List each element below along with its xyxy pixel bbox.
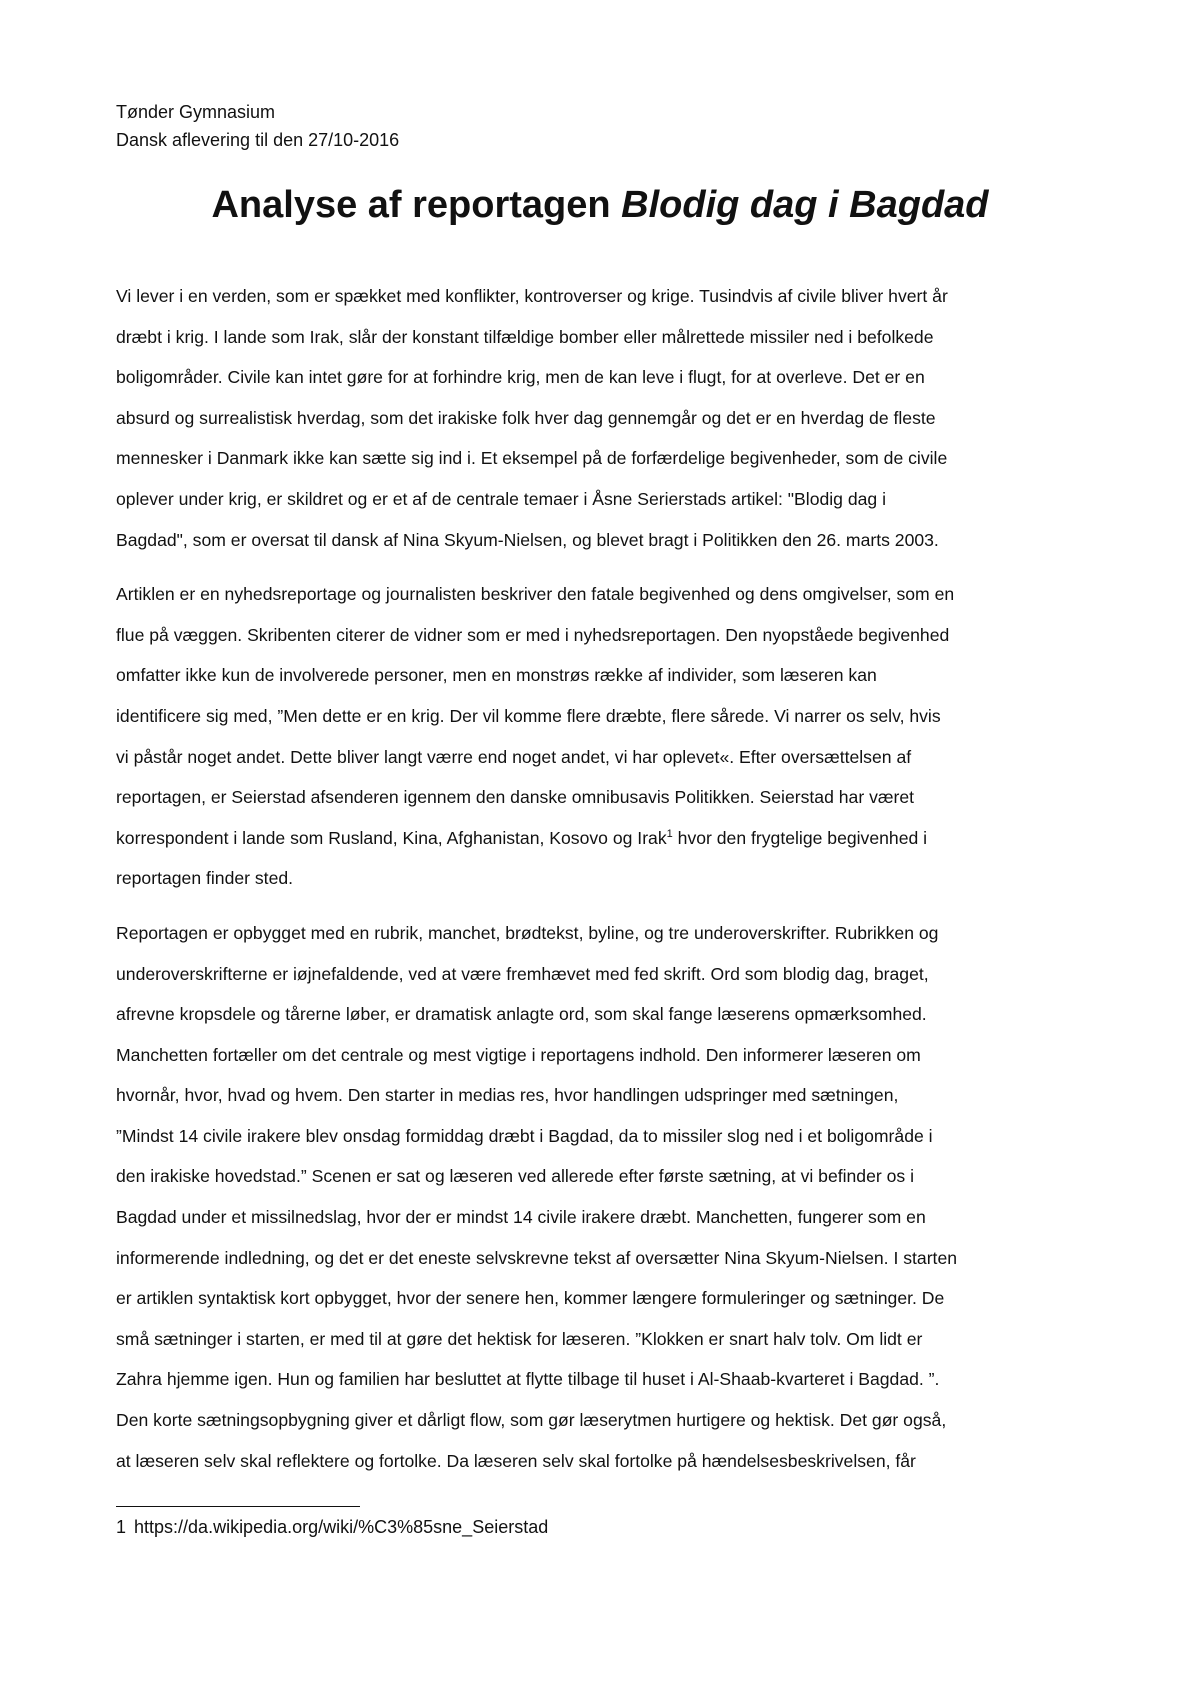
- text-line: afrevne kropsdele og tårerne løber, er dramatisk anlagte ord, som skal fange læserens opmærksomhed.: [116, 1004, 927, 1025]
- text-line: Vi lever i en verden, som er spækket med konflikter, kontroverser og krige. Tusindvis af civile bliver hvert år: [116, 286, 948, 306]
- text-line: små sætninger i starten, er med til at gøre det hektisk for læseren. ”Klokken er snart halv tolv. Om lidt er: [116, 1328, 923, 1349]
- text-line: underoverskrifterne er iøjnefaldende, ved at være fremhævet med fed skrift. Ord som blodig dag, braget,: [116, 963, 929, 984]
- paragraph-2: [116, 574, 1100, 899]
- school-name: Tønder Gymnasium: [116, 102, 276, 122]
- footnote-number: 1: [116, 1517, 127, 1537]
- text-line: identificere sig med, ”Men dette er en krig. Der vil komme flere dræbte, flere sårede. Vi narrer os selv, hvis: [116, 705, 941, 726]
- text-line: Artiklen er en nyhedsreportage og journalisten beskriver den fatale begivenhed og dens omgivelser, som en: [116, 584, 955, 605]
- text-line: dræbt i krig. I lande som Irak, slår der konstant tilfældige bomber eller målrettede missiler ned i befolkede: [116, 326, 934, 347]
- text-line: Manchetten fortæller om det centrale og mest vigtige i reportagens indhold. Den informerer læseren om: [116, 1044, 921, 1065]
- title-plain: Analyse af reportagen: [211, 184, 622, 226]
- text-line: mennesker i Danmark ikke kan sætte sig ind i. Et eksempel på de forfærdelige begivenheder, som de civile: [116, 448, 948, 469]
- text-line: omfatter ikke kun de involverede personer, men en monstrøs række af individer, som læseren kan: [116, 665, 877, 686]
- text-line: at læseren selv skal reflektere og fortolke. Da læseren selv skal fortolke på hændelsesbeskrivelsen, får: [116, 1450, 916, 1471]
- text-line: den irakiske hovedstad.” Scenen er sat og læseren ved allerede efter første sætning, at vi befinder os i: [116, 1166, 915, 1187]
- footnote-separator: [116, 1506, 360, 1507]
- paragraph-1: [116, 276, 1100, 560]
- text-line: flue på væggen. Skribenten citerer de vidner som er med i nyhedsreportagen. Den nyopståede begivenhed: [116, 624, 950, 645]
- text-line: reportagen, er Seierstad afsenderen igennem den danske omnibusavis Politikken. Seierstad har været: [116, 787, 915, 808]
- title-italic: Blodig dag i Bagdad: [621, 184, 989, 226]
- text-line: boligområder. Civile kan intet gøre for at forhindre krig, men de kan leve i flugt, for at overleve. Det er en: [116, 367, 925, 388]
- body-text: [116, 276, 1100, 1481]
- text-line: Reportagen er opbygget med en rubrik, manchet, brødtekst, byline, og tre underoverskrifter. Rubrikken og: [116, 922, 939, 943]
- text-segment: korrespondent i lande som Rusland, Kina, Afghanistan, Kosovo og Irak: [116, 827, 667, 848]
- text-line: reportagen finder sted.: [116, 868, 294, 889]
- text-line: er artiklen syntaktisk kort opbygget, hvor der senere hen, kommer længere formuleringer og sætninger. De: [116, 1288, 945, 1309]
- text-line: Bagdad under et missilnedslag, hvor der er mindst 14 civile irakere dræbt. Manchetten, fungerer som en: [116, 1207, 926, 1228]
- text-line: Zahra hjemme igen. Hun og familien har besluttet at flytte tilbage til huset i Al-Shaab-kvarteret i Bagdad. ”.: [116, 1369, 940, 1390]
- text-line: vi påstår noget andet. Dette bliver langt værre end noget andet, vi har oplevet«. Efter oversættelsen af: [116, 746, 912, 767]
- text-line: Den korte sætningsopbygning giver et dårligt flow, som gør læserytmen hurtigere og hektisk. Det gør også,: [116, 1410, 947, 1431]
- page-title: [0, 180, 1200, 230]
- text-line: absurd og surrealistisk hverdag, som det irakiske folk hver dag gennemgår og det er en hverdag de fleste: [116, 407, 936, 428]
- text-line: ”Mindst 14 civile irakere blev onsdag formiddag dræbt i Bagdad, da to missiler slog ned i et boligområde i: [116, 1125, 933, 1146]
- text-line: Bagdad", som er oversat til dansk af Nina Skyum-Nielsen, og blevet bragt i Politikken den 26. marts 2003.: [116, 529, 939, 550]
- document-header: [116, 98, 399, 154]
- assignment-line: Dansk aflevering til den 27/10-2016: [116, 130, 400, 150]
- footnote: [116, 1514, 548, 1540]
- footnote-reference[interactable]: 1: [666, 827, 673, 840]
- text-line: hvornår, hvor, hvad og hvem. Den starter in medias res, hvor handlingen udspringer med sætningen,: [116, 1085, 899, 1106]
- text-line-with-footnote: [116, 818, 1100, 859]
- text-line: oplever under krig, er skildret og er et af de centrale temaer i Åsne Serierstads artikel: "Blodig dag i: [116, 488, 887, 509]
- footnote-link[interactable]: https://da.wikipedia.org/wiki/%C3%85sne_Seierstad: [134, 1517, 549, 1537]
- text-line: informerende indledning, og det er det eneste selvskrevne tekst af oversætter Nina Skyum-Nielsen. I starten: [116, 1247, 958, 1268]
- paragraph-3: [116, 913, 1100, 1481]
- text-segment: hvor den frygtelige begivenhed i: [672, 827, 928, 848]
